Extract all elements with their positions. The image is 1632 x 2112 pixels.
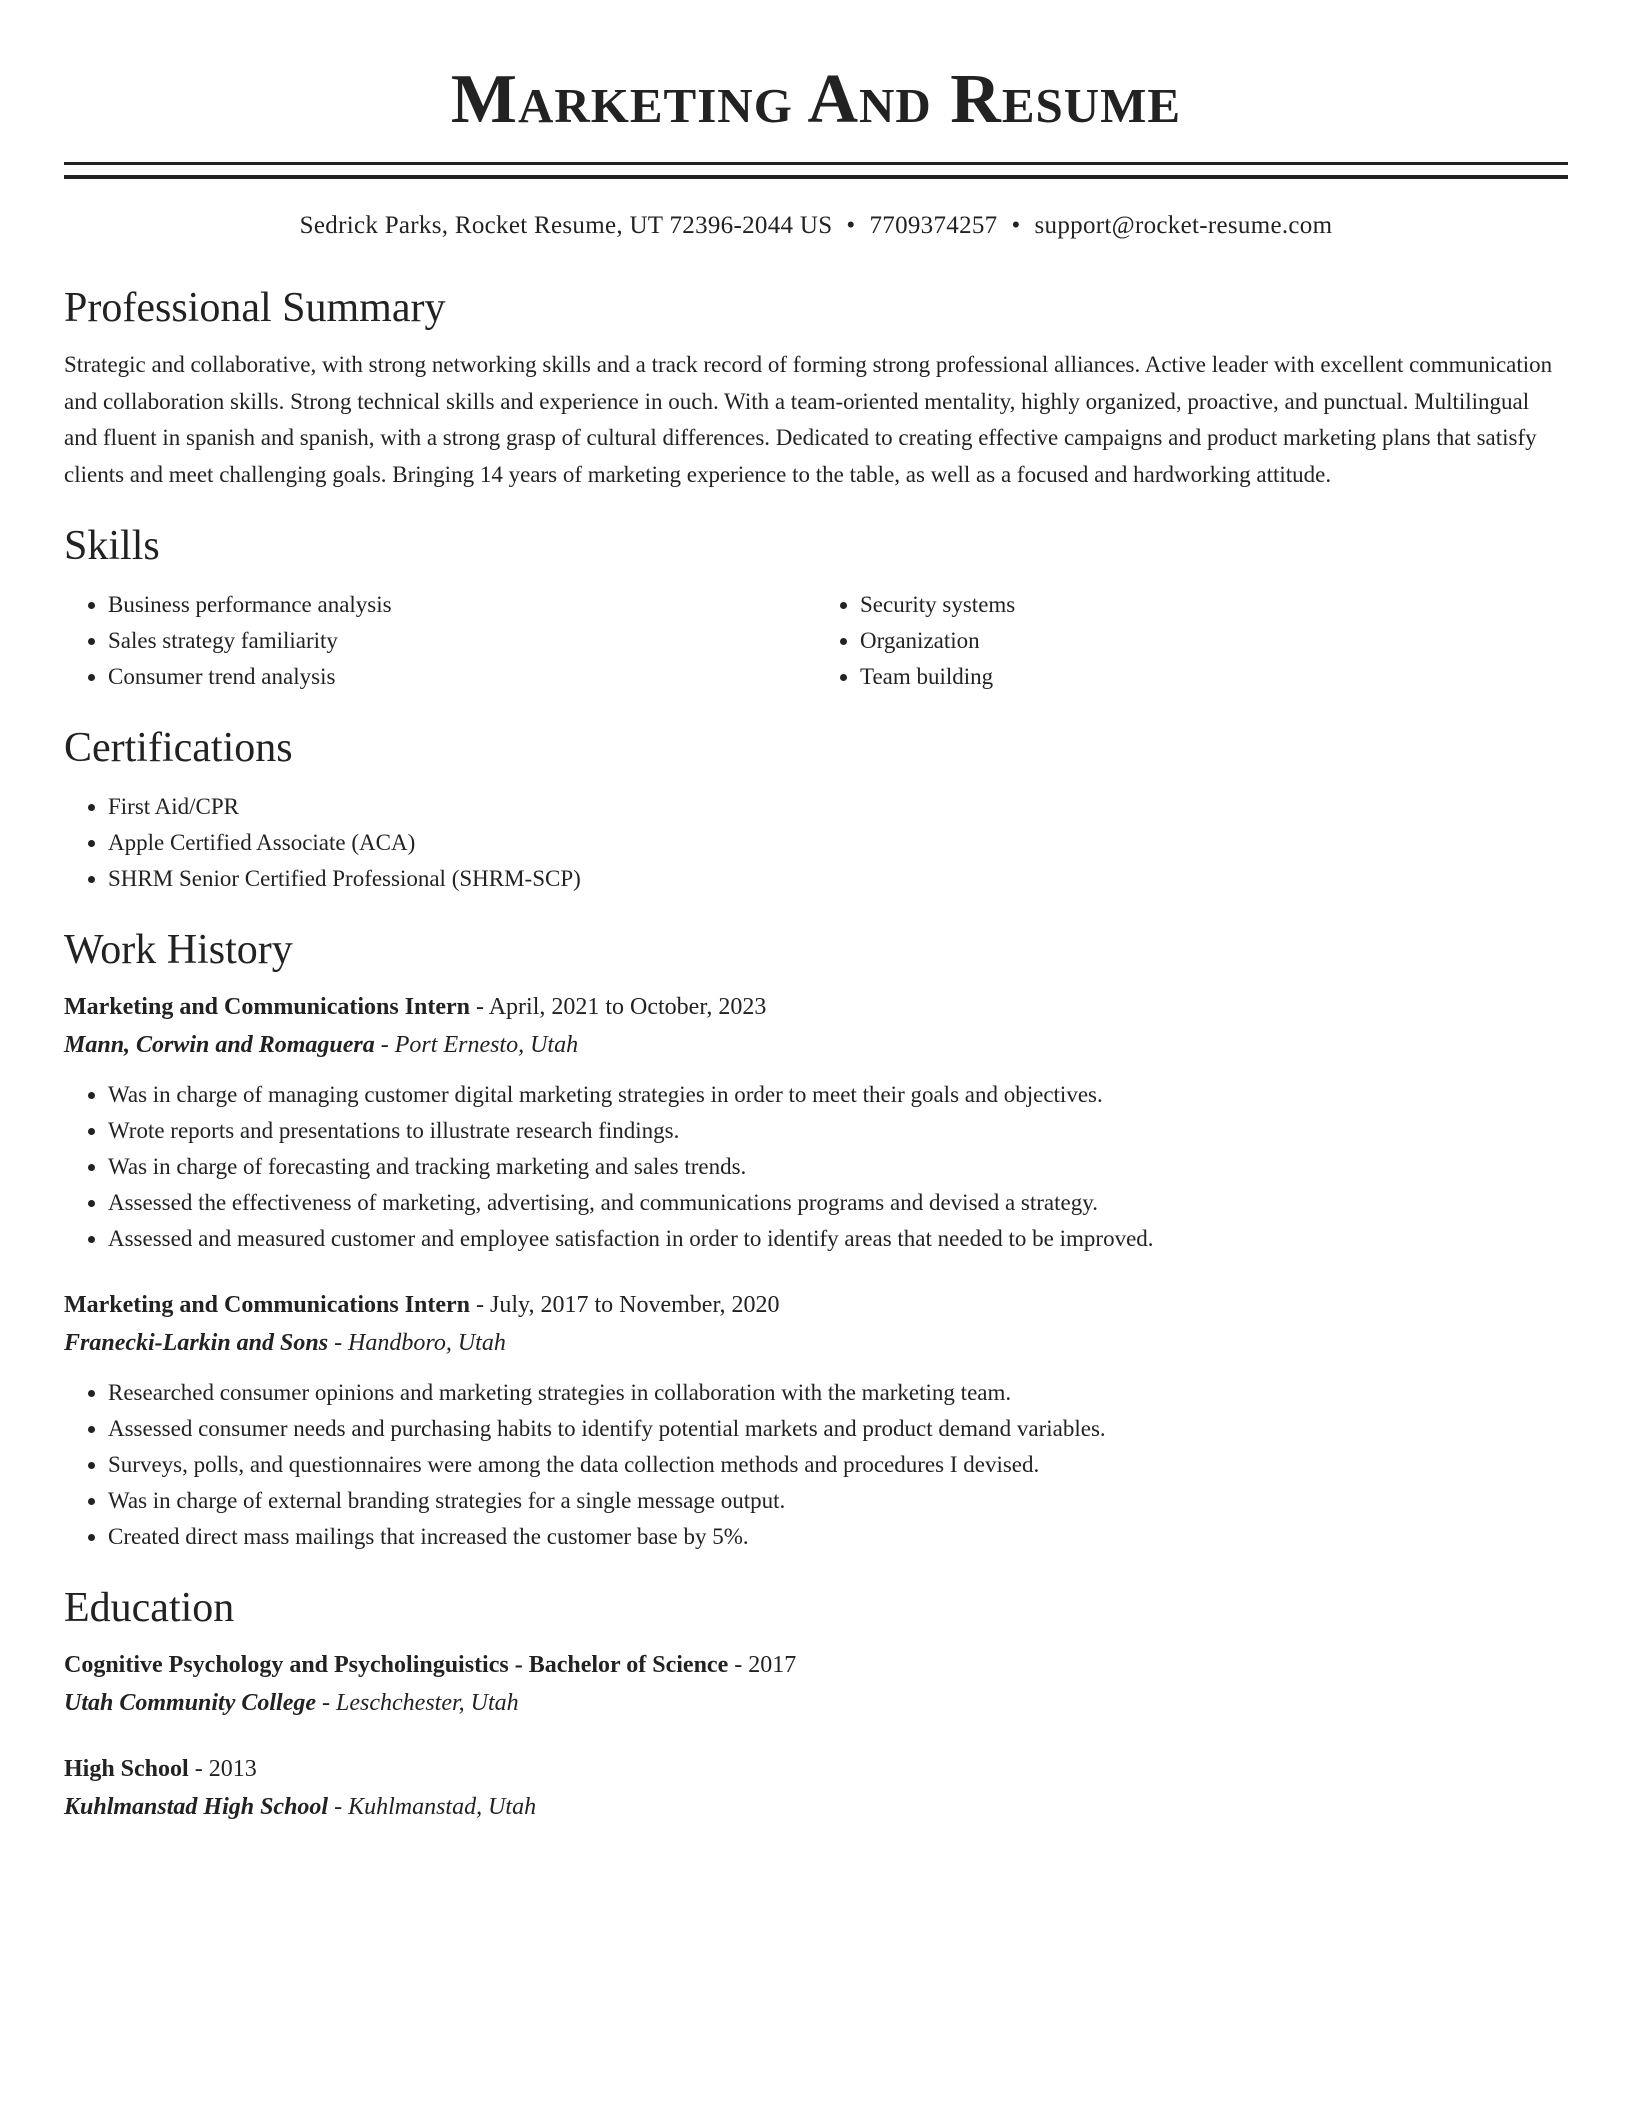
education-entry	[64, 1751, 1568, 1827]
job-location: - Port Ernesto, Utah	[380, 1032, 579, 1058]
education-header	[64, 1647, 1568, 1683]
job-bullets	[64, 1375, 1568, 1555]
education-institution	[64, 1787, 1568, 1827]
job-entry	[64, 989, 1568, 1257]
job-bullet: • Was in charge of external branding strategies for a single message output.	[108, 1483, 1568, 1519]
job-entry	[64, 1287, 1568, 1555]
job-dates: - July, 2017 to November, 2020	[476, 1292, 780, 1318]
job-bullet: • Assessed consumer needs and purchasing habits to identify potential markets and product demand variables.	[108, 1411, 1568, 1447]
skill-item: • Team building	[860, 659, 1568, 695]
summary-text: Strategic and collaborative, with strong networking skills and a track record of forming strong professional alliances. Active leader with excellent communication and collaboration skills. Strong technical skills and experience in ouch. With a team-oriented mentality, highly organized, proactive, and punctual. Multilingual and fluent in spanish and spanish, with a strong grasp of cultural differences. Dedicated to creating effective campaigns and product marketing plans that satisfy clients and meet challenging goals. Bringing 14 years of marketing experience to the table, as well as a focused and hardworking attitude.	[64, 352, 1553, 487]
job-title: Marketing and Communications Intern	[64, 1292, 471, 1318]
certification-item: • Apple Certified Associate (ACA)	[108, 825, 1568, 861]
job-bullet: • Surveys, polls, and questionnaires were among the data collection methods and procedures I devised.	[108, 1447, 1568, 1483]
education-school: Kuhlmanstad High School	[64, 1794, 329, 1820]
job-bullets	[64, 1077, 1568, 1257]
skill-item: • Consumer trend analysis	[108, 659, 816, 695]
job-bullet: • Was in charge of forecasting and tracking marketing and sales trends.	[108, 1149, 1568, 1185]
job-title: Marketing and Communications Intern	[64, 994, 471, 1020]
job-employer	[64, 1323, 1568, 1363]
education-entry	[64, 1647, 1568, 1723]
job-bullet: • Wrote reports and presentations to illustrate research findings.	[108, 1113, 1568, 1149]
education-degree: Cognitive Psychology and Psycholinguistics - Bachelor of Science	[64, 1652, 729, 1678]
contact-phone: 7709374257	[869, 212, 998, 239]
section-heading-summary: Professional Summary	[64, 285, 446, 331]
certification-item: • SHRM Senior Certified Professional (SHRM-SCP)	[108, 861, 1568, 897]
section-heading-skills: Skills	[64, 523, 160, 569]
contact-line	[64, 209, 1568, 243]
section-heading-work-history: Work History	[64, 927, 293, 973]
job-bullet: • Assessed the effectiveness of marketing, advertising, and communications programs and devised a strategy.	[108, 1185, 1568, 1221]
education-year: - 2013	[194, 1756, 257, 1782]
education-section	[64, 1583, 1568, 1827]
contact-separator: •	[1011, 212, 1021, 239]
skill-item: • Organization	[860, 623, 1568, 659]
job-location: - Handboro, Utah	[334, 1330, 506, 1356]
certification-item: • First Aid/CPR	[108, 789, 1568, 825]
job-dates: - April, 2021 to October, 2023	[476, 994, 767, 1020]
skill-item: • Business performance analysis	[108, 587, 816, 623]
education-header	[64, 1751, 1568, 1787]
education-institution	[64, 1683, 1568, 1723]
skills-list-left	[64, 587, 816, 695]
education-degree: High School	[64, 1756, 189, 1782]
job-bullet: • Researched consumer opinions and marketing strategies in collaboration with the marketing team.	[108, 1375, 1568, 1411]
job-header	[64, 1287, 1568, 1323]
contact-address: Sedrick Parks, Rocket Resume, UT 72396-2044 US	[299, 212, 833, 239]
skills-list-right	[816, 587, 1568, 695]
skills-grid	[64, 587, 1568, 695]
education-year: - 2017	[734, 1652, 797, 1678]
skill-item: • Security systems	[860, 587, 1568, 623]
job-employer	[64, 1025, 1568, 1065]
certifications-list	[64, 789, 1568, 897]
skill-item: • Sales strategy familiarity	[108, 623, 816, 659]
job-company: Franecki-Larkin and Sons	[64, 1330, 329, 1356]
contact-email: support@rocket-resume.com	[1034, 212, 1333, 239]
education-location: - Leschchester, Utah	[322, 1690, 519, 1716]
job-bullet: • Assessed and measured customer and employee satisfaction in order to identify areas that needed to be improved.	[108, 1221, 1568, 1257]
skills-section	[64, 521, 1568, 695]
job-bullet: • Created direct mass mailings that increased the customer base by 5%.	[108, 1519, 1568, 1555]
job-header	[64, 989, 1568, 1025]
resume-title: Marketing And Resume	[450, 61, 1182, 138]
section-heading-certifications: Certifications	[64, 725, 293, 771]
education-location: - Kuhlmanstad, Utah	[334, 1794, 537, 1820]
job-bullet: • Was in charge of managing customer digital marketing strategies in order to meet their goals and objectives.	[108, 1077, 1568, 1113]
work-history-section	[64, 925, 1568, 1555]
education-school: Utah Community College	[64, 1690, 317, 1716]
job-company: Mann, Corwin and Romaguera	[64, 1032, 375, 1058]
summary-section	[64, 283, 1568, 493]
certifications-section	[64, 723, 1568, 897]
contact-separator: •	[846, 212, 856, 239]
title-divider	[64, 162, 1568, 179]
section-heading-education: Education	[64, 1585, 235, 1631]
